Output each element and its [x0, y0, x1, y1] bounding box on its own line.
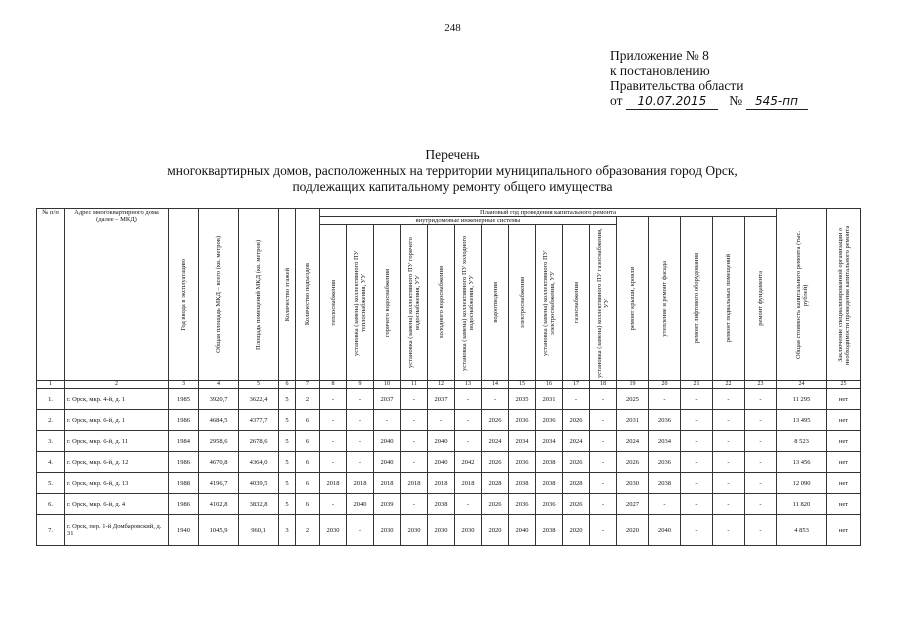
table-cell: -	[649, 389, 681, 410]
table-row	[37, 515, 861, 546]
table-cell: -	[347, 452, 374, 473]
table-cell: 2030	[428, 515, 455, 546]
table-cell: -	[713, 473, 745, 494]
table-cell: 2026	[563, 494, 590, 515]
appendix-date-line	[610, 93, 808, 110]
table-cell: -	[347, 410, 374, 431]
handwritten-date: 10.07.2015	[626, 94, 718, 110]
table-cell: нет	[827, 473, 861, 494]
column-number: 5	[239, 381, 279, 389]
table-cell: 2040	[428, 452, 455, 473]
column-number: 19	[617, 381, 649, 389]
table-cell: нет	[827, 494, 861, 515]
table-cell: 2038	[536, 473, 563, 494]
table-cell: -	[681, 473, 713, 494]
table-cell: -	[681, 452, 713, 473]
table-cell: -	[482, 389, 509, 410]
header-heating: теплоснабжения	[320, 225, 347, 381]
table-cell: 2038	[509, 473, 536, 494]
table-cell: 2678,6	[239, 431, 279, 452]
column-number-row	[37, 381, 861, 389]
table-cell: -	[320, 452, 347, 473]
table-row	[37, 494, 861, 515]
table-cell: 2	[296, 515, 320, 546]
table-cell: 2026	[482, 494, 509, 515]
table-row	[37, 431, 861, 452]
table-cell: 2038	[649, 473, 681, 494]
table-row	[37, 410, 861, 431]
header-address: Адрес многоквартирного дома (далее – МКД)	[65, 209, 169, 381]
table-cell: нет	[827, 452, 861, 473]
header-cold-water: холодного водоснабжения	[428, 225, 455, 381]
table-cell: 2034	[536, 431, 563, 452]
header-gas-meter: установка (замена) коллективного ПУ газоснабжения, УУ	[590, 225, 617, 381]
appendix-government: Правительства области	[610, 78, 744, 93]
column-number: 6	[279, 381, 296, 389]
table-cell: 2038	[536, 452, 563, 473]
table-cell: 2030	[374, 515, 401, 546]
table-cell: -	[401, 389, 428, 410]
table-cell: 2034	[649, 431, 681, 452]
row-number-cell: 5.	[37, 473, 65, 494]
table-cell: 2031	[536, 389, 563, 410]
column-number: 13	[455, 381, 482, 389]
address-cell: г. Орск, мкр. 6-й, д. 1	[65, 410, 169, 431]
table-cell: -	[681, 494, 713, 515]
table-cell: -	[681, 431, 713, 452]
column-number: 17	[563, 381, 590, 389]
table-cell: -	[713, 410, 745, 431]
housing-table-wrapper	[36, 208, 861, 546]
table-cell: -	[713, 431, 745, 452]
table-cell: -	[681, 389, 713, 410]
table-cell: 2042	[455, 452, 482, 473]
table-cell: -	[374, 410, 401, 431]
table-cell: 2018	[347, 473, 374, 494]
table-cell: -	[347, 515, 374, 546]
address-cell: г. Орск, мкр. 6-й, д. 13	[65, 473, 169, 494]
column-number: 15	[509, 381, 536, 389]
table-cell: нет	[827, 389, 861, 410]
table-cell: 1986	[169, 410, 199, 431]
title-line-1: Перечень	[425, 147, 480, 162]
header-num: № п/п	[37, 209, 65, 381]
table-cell: 1940	[169, 515, 199, 546]
column-number: 3	[169, 381, 199, 389]
table-cell: 2030	[401, 515, 428, 546]
table-cell: -	[745, 494, 777, 515]
table-cell: 2018	[401, 473, 428, 494]
table-cell: 2020	[482, 515, 509, 546]
header-gas: газоснабжения	[563, 225, 590, 381]
table-cell: 6	[296, 431, 320, 452]
header-elec-meter: установка (замена) коллективного ПУ электроснабжения, УУ	[536, 225, 563, 381]
table-cell: 2040	[374, 452, 401, 473]
appendix-resolution: к постановлению	[610, 63, 710, 78]
table-cell: -	[713, 515, 745, 546]
table-cell: -	[745, 431, 777, 452]
table-cell: 2026	[617, 452, 649, 473]
header-cold-meter: установка (замена) коллективного ПУ холодного водоснабжения, УУ	[455, 225, 482, 381]
table-cell: 3	[279, 515, 296, 546]
table-cell: 4 853	[777, 515, 827, 546]
address-cell: г. Орск, мкр. 4-й, д. 1	[65, 389, 169, 410]
table-cell: 4102,8	[199, 494, 239, 515]
table-cell: 4039,5	[239, 473, 279, 494]
column-number: 12	[428, 381, 455, 389]
table-cell: 2018	[428, 473, 455, 494]
table-cell: 2037	[374, 389, 401, 410]
table-cell: 3832,8	[239, 494, 279, 515]
header-cost: Общая стоимость капитального ремонта (тыс. рублей)	[777, 209, 827, 381]
table-cell: 2028	[482, 473, 509, 494]
table-cell: -	[590, 452, 617, 473]
table-cell: 2037	[428, 389, 455, 410]
header-foundation: ремонт фундамента	[745, 217, 777, 381]
table-cell: 2026	[563, 452, 590, 473]
header-entrances: Количество подъездов	[296, 209, 320, 381]
table-cell: 2030	[617, 473, 649, 494]
table-cell: 2036	[649, 452, 681, 473]
table-cell: 5	[279, 473, 296, 494]
row-number-cell: 7.	[37, 515, 65, 546]
header-roof: ремонт крыши, кровли	[617, 217, 649, 381]
header-floors: Количество этажей	[279, 209, 296, 381]
header-hot-water: горячего водоснабжения	[374, 225, 401, 381]
table-cell: -	[455, 431, 482, 452]
table-cell: нет	[827, 410, 861, 431]
table-cell: 5	[279, 389, 296, 410]
table-cell: -	[590, 473, 617, 494]
table-cell: 1986	[169, 494, 199, 515]
table-row	[37, 473, 861, 494]
table-cell: -	[745, 452, 777, 473]
table-cell: нет	[827, 515, 861, 546]
table-cell: -	[745, 389, 777, 410]
table-cell: -	[590, 389, 617, 410]
header-year: Год ввода в эксплуатацию	[169, 209, 199, 381]
address-cell: г. Орск, пер. 1-й Домбаровский, д. 31	[65, 515, 169, 546]
table-cell: 2018	[320, 473, 347, 494]
table-cell: -	[713, 452, 745, 473]
column-number: 16	[536, 381, 563, 389]
table-cell: 2036	[509, 410, 536, 431]
table-cell: 11 295	[777, 389, 827, 410]
table-cell: -	[681, 515, 713, 546]
table-cell: 1984	[169, 431, 199, 452]
table-row	[37, 389, 861, 410]
table-cell: -	[401, 410, 428, 431]
row-number-cell: 1.	[37, 389, 65, 410]
column-number: 23	[745, 381, 777, 389]
table-cell: 12 090	[777, 473, 827, 494]
from-label: от	[610, 93, 623, 108]
row-number-cell: 2.	[37, 410, 65, 431]
table-cell: 1986	[169, 452, 199, 473]
table-cell: 2020	[563, 515, 590, 546]
table-cell: 4684,5	[199, 410, 239, 431]
table-cell: 3920,7	[199, 389, 239, 410]
table-cell: -	[590, 410, 617, 431]
table-cell: 2039	[374, 494, 401, 515]
table-cell: 2018	[374, 473, 401, 494]
column-number: 1	[37, 381, 65, 389]
column-number: 9	[347, 381, 374, 389]
table-cell: 2025	[617, 389, 649, 410]
table-cell: -	[563, 389, 590, 410]
column-number: 20	[649, 381, 681, 389]
table-cell: 2	[296, 389, 320, 410]
table-cell: -	[745, 473, 777, 494]
table-cell: -	[713, 494, 745, 515]
table-cell: 11 820	[777, 494, 827, 515]
column-number: 2	[65, 381, 169, 389]
table-cell: 2036	[536, 494, 563, 515]
table-cell: -	[590, 494, 617, 515]
table-cell: -	[590, 515, 617, 546]
table-cell: 2036	[509, 494, 536, 515]
row-number-cell: 3.	[37, 431, 65, 452]
header-total-area: Общая площадь МКД – всего (кв. метров)	[199, 209, 239, 381]
header-planned-year: Плановый год проведения капитального ремонта	[320, 209, 777, 217]
table-cell: -	[713, 389, 745, 410]
column-number: 10	[374, 381, 401, 389]
table-cell: 4364,0	[239, 452, 279, 473]
table-cell: 1985	[169, 389, 199, 410]
table-cell: -	[455, 410, 482, 431]
address-cell: г. Орск, мкр. 6-й, д. 11	[65, 431, 169, 452]
appendix-block	[610, 48, 808, 110]
column-number: 24	[777, 381, 827, 389]
address-cell: г. Орск, мкр. 6-й, д. 4	[65, 494, 169, 515]
table-cell: 2026	[563, 410, 590, 431]
table-row	[37, 452, 861, 473]
column-number: 4	[199, 381, 239, 389]
table-cell: -	[401, 452, 428, 473]
table-cell: 5	[279, 410, 296, 431]
table-cell: -	[401, 431, 428, 452]
table-cell: 2034	[509, 431, 536, 452]
header-premises-area: Площадь помещений МКД (кв. метров)	[239, 209, 279, 381]
table-cell: -	[745, 410, 777, 431]
column-number: 25	[827, 381, 861, 389]
header-drainage: водоотведения	[482, 225, 509, 381]
document-title	[0, 147, 905, 195]
table-cell: 1045,9	[199, 515, 239, 546]
table-cell: 2040	[509, 515, 536, 546]
table-cell: нет	[827, 431, 861, 452]
table-cell: -	[347, 431, 374, 452]
table-cell: 2028	[563, 473, 590, 494]
row-number-cell: 6.	[37, 494, 65, 515]
table-cell: 6	[296, 452, 320, 473]
table-cell: -	[347, 389, 374, 410]
table-cell: -	[320, 431, 347, 452]
table-cell: 2031	[617, 410, 649, 431]
table-cell: 2030	[455, 515, 482, 546]
table-cell: 13 456	[777, 452, 827, 473]
handwritten-number: 545-пп	[746, 94, 808, 110]
table-cell: 2040	[428, 431, 455, 452]
header-basement: ремонт подвальных помещений	[713, 217, 745, 381]
header-elevator: ремонт лифтового оборудования	[681, 217, 713, 381]
header-hot-meter: установка (замена) коллективного ПУ горячего водоснабжения, УУ	[401, 225, 428, 381]
table-cell: 2036	[649, 410, 681, 431]
column-number: 8	[320, 381, 347, 389]
housing-table	[36, 208, 861, 546]
table-cell: 960,1	[239, 515, 279, 546]
appendix-title: Приложение № 8	[610, 48, 709, 63]
table-cell: -	[681, 410, 713, 431]
table-cell: -	[320, 494, 347, 515]
table-cell: -	[590, 431, 617, 452]
table-cell: 5	[279, 431, 296, 452]
table-cell: 5	[279, 452, 296, 473]
column-number: 7	[296, 381, 320, 389]
number-label: №	[729, 93, 743, 108]
table-cell: 2024	[482, 431, 509, 452]
table-cell: 2958,6	[199, 431, 239, 452]
table-cell: 2040	[649, 515, 681, 546]
header-facade: утепление и ремонт фасада	[649, 217, 681, 381]
table-cell: 2040	[347, 494, 374, 515]
address-cell: г. Орск, мкр. 6-й, д. 12	[65, 452, 169, 473]
table-cell: 2026	[482, 410, 509, 431]
table-cell: 5	[279, 494, 296, 515]
table-cell: 6	[296, 494, 320, 515]
row-number-cell: 4.	[37, 452, 65, 473]
header-heat-meter: установка (замена) коллективного ПУ теплоснабжения, УУ	[347, 225, 374, 381]
table-cell: 13 495	[777, 410, 827, 431]
table-cell: -	[745, 515, 777, 546]
table-cell: 2036	[536, 410, 563, 431]
table-cell: 2027	[617, 494, 649, 515]
table-cell: 2030	[320, 515, 347, 546]
table-cell: -	[320, 410, 347, 431]
table-cell: 2024	[563, 431, 590, 452]
table-cell: 8 523	[777, 431, 827, 452]
table-cell: -	[649, 494, 681, 515]
column-number: 11	[401, 381, 428, 389]
table-cell: 6	[296, 473, 320, 494]
table-cell: 2018	[455, 473, 482, 494]
title-line-3: подлежащих капитальному ремонту общего имущества	[292, 179, 613, 194]
title-line-2: многоквартирных домов, расположенных на территории муниципального образования город Орск,	[167, 163, 738, 178]
page-number: 248	[444, 22, 461, 34]
table-cell: 3622,4	[239, 389, 279, 410]
table-cell: 4196,7	[199, 473, 239, 494]
table-cell: 2026	[482, 452, 509, 473]
column-number: 14	[482, 381, 509, 389]
table-cell: 2024	[617, 431, 649, 452]
header-conclusion: Заключение специализированной организации о необходимости проведения капитального ремонта	[827, 209, 861, 381]
table-cell: -	[428, 410, 455, 431]
column-number: 18	[590, 381, 617, 389]
table-cell: 2040	[374, 431, 401, 452]
table-cell: -	[455, 389, 482, 410]
table-cell: 6	[296, 410, 320, 431]
header-electric: электроснабжения	[509, 225, 536, 381]
table-cell: 1988	[169, 473, 199, 494]
table-cell: -	[320, 389, 347, 410]
table-cell: -	[401, 494, 428, 515]
table-cell: 2036	[509, 452, 536, 473]
column-number: 22	[713, 381, 745, 389]
table-cell: 2020	[617, 515, 649, 546]
header-engineering: внутридомовые инженерные системы	[320, 217, 617, 225]
table-cell: 4670,8	[199, 452, 239, 473]
table-cell: 2035	[509, 389, 536, 410]
table-cell: 2038	[428, 494, 455, 515]
column-number: 21	[681, 381, 713, 389]
table-cell: -	[455, 494, 482, 515]
table-cell: 2038	[536, 515, 563, 546]
table-cell: 4377,7	[239, 410, 279, 431]
